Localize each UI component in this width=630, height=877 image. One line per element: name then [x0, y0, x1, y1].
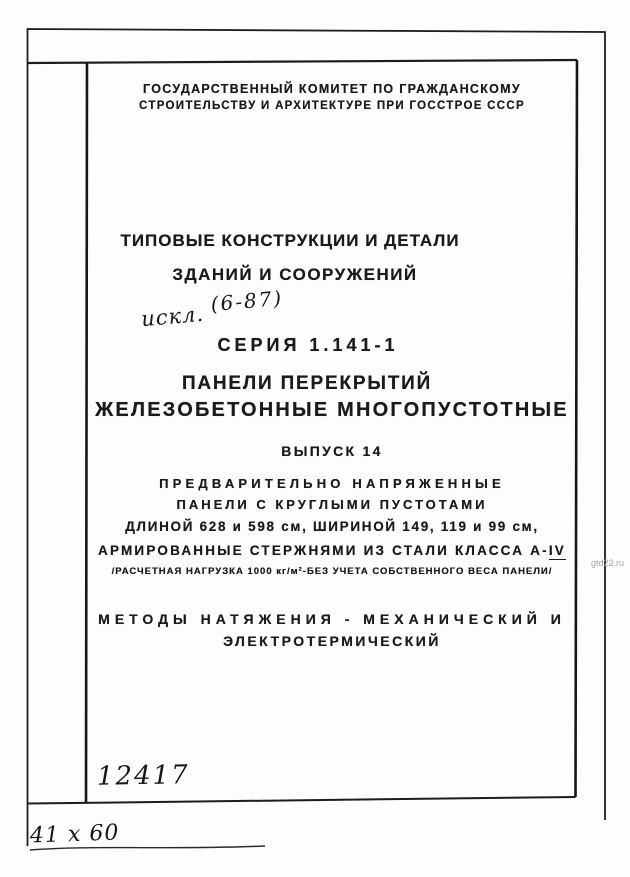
spec-steel-class-prefix: АРМИРОВАННЫЕ СТЕРЖНЯМИ ИЗ СТАЛИ КЛАССА А-: [98, 543, 549, 558]
spec-line-2: ПАНЕЛИ С КРУГЛЫМИ ПУСТОТАМИ: [176, 497, 488, 512]
subject-line-1: ПАНЕЛИ ПЕРЕКРЫТИЙ: [181, 373, 433, 394]
spec-dimensions-line: ДЛИНОЙ 628 и 598 см, ШИРИНОЙ 149, 119 и 99 см,: [125, 519, 539, 534]
document-title-line-2: ЗДАНИЙ И СООРУЖЕНИЙ: [172, 265, 418, 284]
tensioning-methods-line-2: ЭЛЕКТРОТЕРМИЧЕСКИЙ: [223, 633, 441, 649]
inner-frame-top-line: [28, 60, 577, 63]
handwritten-note-word: искл.: [140, 301, 205, 332]
site-watermark: gtd22.ru: [591, 558, 625, 568]
issue-number: ВЫПУСК 14: [281, 443, 383, 459]
series-number: СЕРИЯ 1.141-1: [217, 335, 399, 355]
inner-frame-left-line: [86, 62, 87, 803]
design-load-note: /РАСЧЕТНАЯ НАГРУЗКА 1000 кг/м²-БЕЗ УЧЕТА СОБСТВЕННОГО ВЕСА ПАНЕЛИ/: [111, 566, 553, 577]
issuing-committee-line-1: ГОСУДАРСТВЕННЫЙ КОМИТЕТ ПО ГРАЖДАНСКОМУ: [143, 82, 521, 96]
steel-class-roman-numeral: IV: [548, 543, 566, 558]
inner-frame-bottom-line: [28, 797, 576, 804]
outer-border: [28, 29, 606, 849]
spec-steel-class-line: [87, 543, 577, 558]
inner-frame-right-line: [576, 60, 578, 797]
handwritten-inventory-number: 12417: [96, 760, 190, 792]
spec-line-1: ПРЕДВАРИТЕЛЬНО НАПРЯЖЕННЫЕ: [159, 476, 505, 491]
handwritten-note-date: (6-87): [209, 285, 285, 317]
tensioning-methods-line-1: МЕТОДЫ НАТЯЖЕНИЯ - МЕХАНИЧЕСКИЙ И: [98, 611, 566, 627]
issuing-committee-line-2: СТРОИТЕЛЬСТВУ И АРХИТЕКТУРЕ ПРИ ГОССТРОЕ СССР: [139, 100, 525, 112]
document-title-line-1: ТИПОВЫЕ КОНСТРУКЦИИ И ДЕТАЛИ: [120, 231, 460, 250]
handwritten-format-note: 41 х 60: [29, 820, 120, 849]
subject-line-2: ЖЕЛЕЗОБЕТОННЫЕ МНОГОПУСТОТНЫЕ: [95, 399, 569, 421]
